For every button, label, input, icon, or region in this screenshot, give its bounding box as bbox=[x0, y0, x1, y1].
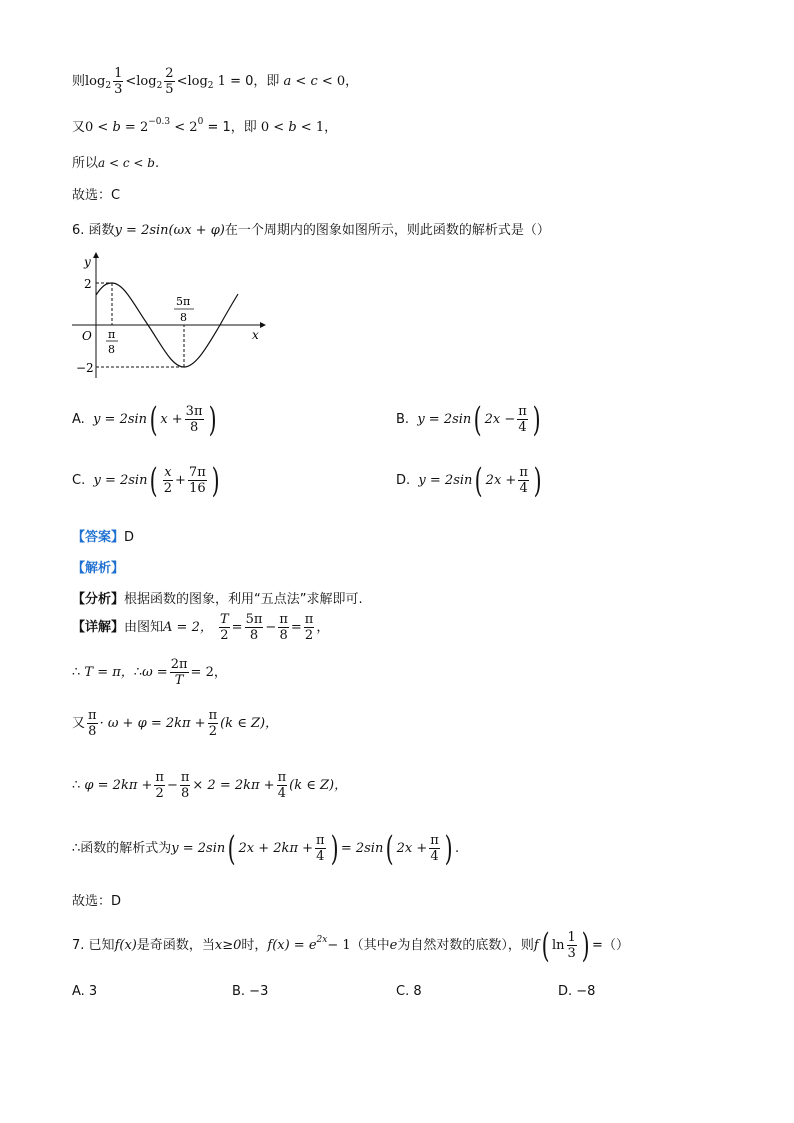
fraction: $\frac{\pi}{8}$ bbox=[180, 770, 190, 801]
fenxi-line: 【分析】根据函数的图象，利用“五点法”求解即可. bbox=[72, 592, 363, 607]
y-tick-2: 2 bbox=[84, 277, 92, 291]
answer-choice-5: 故选：C bbox=[72, 188, 121, 203]
fraction: $\frac{\pi}{2}$ bbox=[304, 612, 314, 643]
fraction: $\frac{x}{2}$ bbox=[163, 465, 173, 496]
fraction: $\frac{7\pi}{16}$ bbox=[188, 465, 206, 496]
q7-option-c[interactable]: C. 8 bbox=[396, 984, 422, 999]
fraction: $\frac{2\pi}{T}$ bbox=[170, 657, 188, 688]
option-a[interactable]: A. y = 2sin( x + $\frac{3\pi}{8}$ ) bbox=[72, 399, 217, 440]
step-period: ∴ T = π，∴ω = $\frac{2\pi}{T}$ = 2， bbox=[72, 657, 227, 688]
fraction: $\frac{\pi}{4}$ bbox=[277, 770, 287, 801]
option-d[interactable]: D. y = 2sin( 2x + $\frac{\pi}{4}$ ) bbox=[396, 460, 542, 501]
sine-graph bbox=[72, 250, 272, 380]
x-axis-label: x bbox=[252, 328, 259, 342]
x-tick-pi8-num: π bbox=[108, 328, 116, 341]
fraction: $\frac{1}{3}$ bbox=[567, 930, 576, 961]
q7-option-a[interactable]: A. 3 bbox=[72, 984, 98, 999]
question-6: 6. 函数y = 2sin(ωx + φ)在一个周期内的图象如图所示，则此函数的解析式是（） bbox=[72, 223, 550, 238]
line-b-range: 又$0 < b = 2^{-0.3} < 2^0 = 1$，即 0 < b < 1， bbox=[72, 117, 338, 135]
fraction: $\frac{\pi}{8}$ bbox=[279, 612, 288, 643]
answer-choice-6: 故选：D bbox=[72, 894, 122, 909]
fraction: $\frac{\pi}{4}$ bbox=[518, 404, 527, 435]
fraction: $\frac{T}{2}$ bbox=[220, 612, 229, 643]
x-tick-5pi8-den: 8 bbox=[180, 311, 187, 324]
q7-option-b[interactable]: B. −3 bbox=[232, 984, 269, 999]
line-log-compare: 则$\log_2$ $\frac{1}{3}$ $<\log_2$ $\frac{2}{5}$ $<\log_2$ 1 = 0，即 a < c < 0， bbox=[72, 66, 359, 97]
step-phase-solve: ∴ φ = 2kπ + $\frac{\pi}{2}$ − $\frac{\pi}{8}$ × 2 = 2kπ + $\frac{\pi}{4}$ (k ∈ Z)， bbox=[72, 770, 348, 801]
origin-label: O bbox=[82, 329, 92, 343]
fraction: $\frac{\pi}{4}$ bbox=[430, 833, 439, 864]
detail-line: 【详解】由图知A = 2， $\frac{T}{2}$ = $\frac{5\pi}{8}$ − $\frac{\pi}{8}$ = $\frac{\pi}{2}$ ， bbox=[72, 612, 330, 643]
x-tick-5pi8-num: 5π bbox=[176, 295, 191, 308]
y-axis-label: y bbox=[84, 255, 91, 269]
fraction: $\frac{\pi}{2}$ bbox=[155, 770, 164, 801]
step-final-expression: ∴函数的解析式为y = 2sin( 2x + 2kπ + $\frac{\pi}{4}$ ) = 2sin( 2x + $\frac{\pi}{4}$ ) . bbox=[72, 828, 460, 869]
analysis-header: 【解析】 bbox=[72, 561, 125, 576]
fraction: $\frac{\pi}{4}$ bbox=[316, 833, 325, 864]
fraction: $\frac{\pi}{4}$ bbox=[519, 465, 528, 496]
y-tick-neg2: −2 bbox=[76, 361, 94, 375]
x-tick-pi8-den: 8 bbox=[108, 343, 115, 356]
line-conclusion: 所以a < c < b. bbox=[72, 156, 160, 171]
step-phase-eq: 又 $\frac{\pi}{8}$ · ω + φ = 2kπ + $\frac{\pi}{2}$ (k ∈ Z)， bbox=[72, 708, 279, 739]
fraction: $\frac{2}{5}$ bbox=[165, 66, 174, 97]
fraction: $\frac{\pi}{2}$ bbox=[208, 708, 218, 739]
answer-line: 【答案】D bbox=[72, 530, 135, 545]
option-c[interactable]: C. y = 2sin( $\frac{x}{2}$ + $\frac{7\pi}{16}$ ) bbox=[72, 460, 220, 501]
fraction: $\frac{\pi}{8}$ bbox=[88, 708, 97, 739]
question-7: 7. 已知f(x)是奇函数，当x≥0时，$f(x) = e^{2x}- 1$（其中e为自然对数的底数），则f( ln $\frac{1}{3}$ ) =（） bbox=[72, 925, 629, 966]
fraction: $\frac{3\pi}{8}$ bbox=[185, 404, 203, 435]
fraction: $\frac{5\pi}{8}$ bbox=[245, 612, 263, 643]
option-b[interactable]: B. y = 2sin( 2x − $\frac{\pi}{4}$ ) bbox=[396, 399, 541, 440]
fraction: $\frac{1}{3}$ bbox=[114, 66, 123, 97]
q7-option-d[interactable]: D. −8 bbox=[558, 984, 596, 999]
